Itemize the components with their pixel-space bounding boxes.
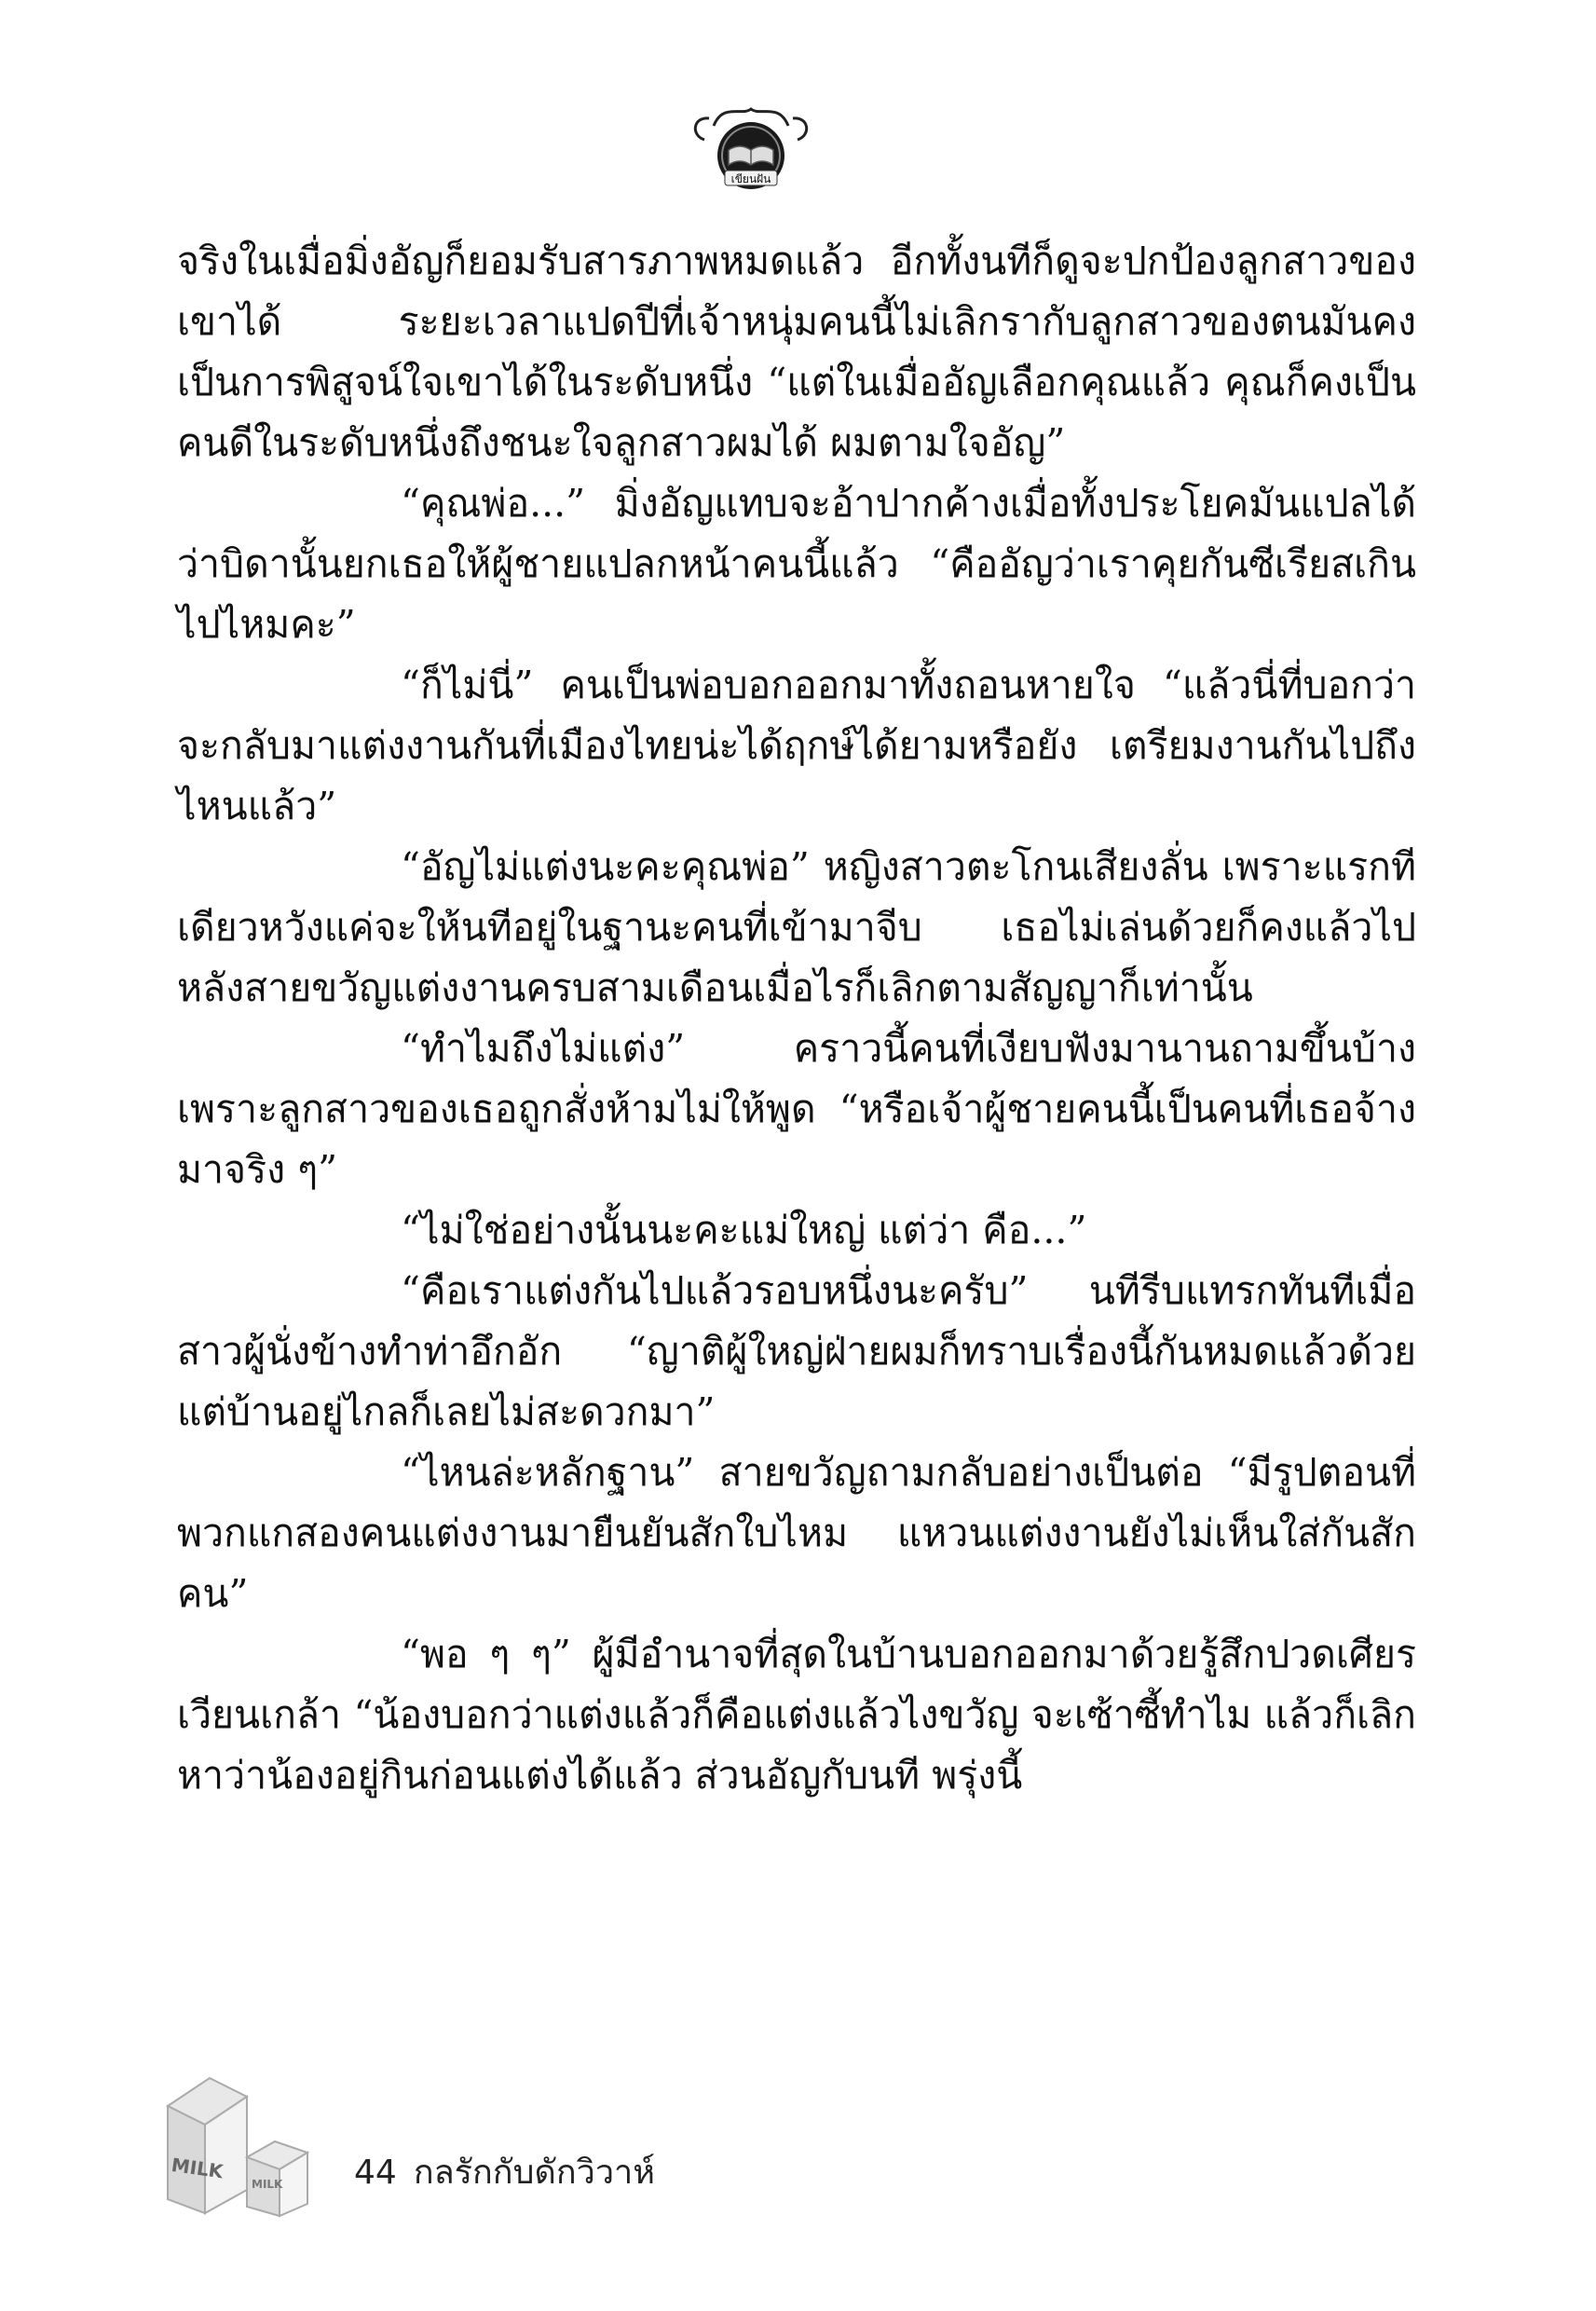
paragraph: จริงในเมื่อมิ่งอัญก็ยอมรับสารภาพหมดแล้ว อีกทั้งนทีก็ดูจะปกป้องลูกสาวของเขาได้ ระยะเวลาแปดปีที่เจ้าหนุ่มคนนี้ไม่เลิกรากับลูกสาวของตนมันคงเป็นการพิสูจน์ใจเขาได้ในระดับหนึ่ง “แต่ในเมื่ออัญเลือกคุณแล้ว คุณก็คงเป็นคนดีในระดับหนึ่งถึงชนะใจลูกสาวผมได้ ผมตามใจอัญ”	[177, 239, 1416, 465]
page-footer	[158, 2069, 717, 2218]
book-emblem-icon	[686, 98, 816, 200]
paragraph: “คือเราแต่งกันไปแล้วรอบหนึ่งนะครับ” นทีรีบแทรกทันทีเมื่อสาวผู้นั่งข้างทำท่าอึกอัก “ญาติผู้ใหญ่ฝ่ายผมก็ทราบเรื่องนี้กันหมดแล้วด้วย แต่บ้านอยู่ไกลก็เลยไม่สะดวกมา”	[177, 1268, 1416, 1434]
milk-label-small: MILK	[252, 2178, 283, 2191]
paragraph: “ก็ไม่นี่” คนเป็นพ่อบอกออกมาทั้งถอนหายใจ “แล้วนี่ที่บอกว่าจะกลับมาแต่งงานกันที่เมืองไทยน่ะได้ฤกษ์ได้ยามหรือยัง เตรียมงานกันไปถึงไหนแล้ว”	[177, 663, 1416, 828]
milk-carton-icon	[158, 2069, 345, 2218]
paragraph: “ไม่ใช่อย่างนั้นนะคะแม่ใหญ่ แต่ว่า คือ...”	[401, 1208, 1087, 1252]
paragraph: “พอ ๆ ๆ” ผู้มีอำนาจที่สุดในบ้านบอกออกมาด้วยรู้สึกปวดเศียรเวียนเกล้า “น้องบอกว่าแต่งแล้วก็คือแต่งแล้วไงขวัญ จะเซ้าซี้ทำไม แล้วก็เลิกหาว่าน้องอยู่กินก่อนแต่งได้แล้ว ส่วนอัญกับนที พรุ่งนี้	[177, 1632, 1416, 1798]
paragraph: “ไหนล่ะหลักฐาน” สายขวัญถามกลับอย่างเป็นต่อ “มีรูปตอนที่พวกแกสองคนแต่งงานมายืนยันสักใบไหม แหวนแต่งงานยังไม่เห็นใส่กันสักคน”	[177, 1450, 1416, 1616]
milk-label-large: MILK	[170, 2153, 225, 2183]
publisher-logo	[686, 98, 816, 200]
paragraph: “อัญไม่แต่งนะคะคุณพ่อ” หญิงสาวตะโกนเสียงลั่น เพราะแรกทีเดียวหวังแค่จะให้นทีอยู่ในฐานะคนที่เข้ามาจีบ เธอไม่เล่นด้วยก็คงแล้วไป หลังสายขวัญแต่งงานครบสามเดือนเมื่อไรก็เลิกตามสัญญาก็เท่านั้น	[177, 844, 1416, 1010]
page-body	[177, 231, 1416, 1806]
paragraph: “คุณพ่อ...” มิ่งอัญแทบจะอ้าปากค้างเมื่อทั้งประโยคมันแปลได้ว่าบิดานั้นยกเธอให้ผู้ชายแปลกหน้าคนนี้แล้ว “คืออัญว่าเราคุยกันซีเรียสเกินไปไหมคะ”	[177, 481, 1416, 647]
logo-text: เขียนฝัน	[730, 172, 771, 185]
footer-caption	[354, 2145, 655, 2198]
page-number: 44	[354, 2154, 397, 2192]
book-title: กลรักกับดักวิวาห์	[413, 2154, 656, 2192]
paragraph: “ทำไมถึงไม่แต่ง” คราวนี้คนที่เงียบฟังมานานถามขึ้นบ้างเพราะลูกสาวของเธอถูกสั่งห้ามไม่ให้พูด “หรือเจ้าผู้ชายคนนี้เป็นคนที่เธอจ้างมาจริง ๆ”	[177, 1026, 1416, 1192]
